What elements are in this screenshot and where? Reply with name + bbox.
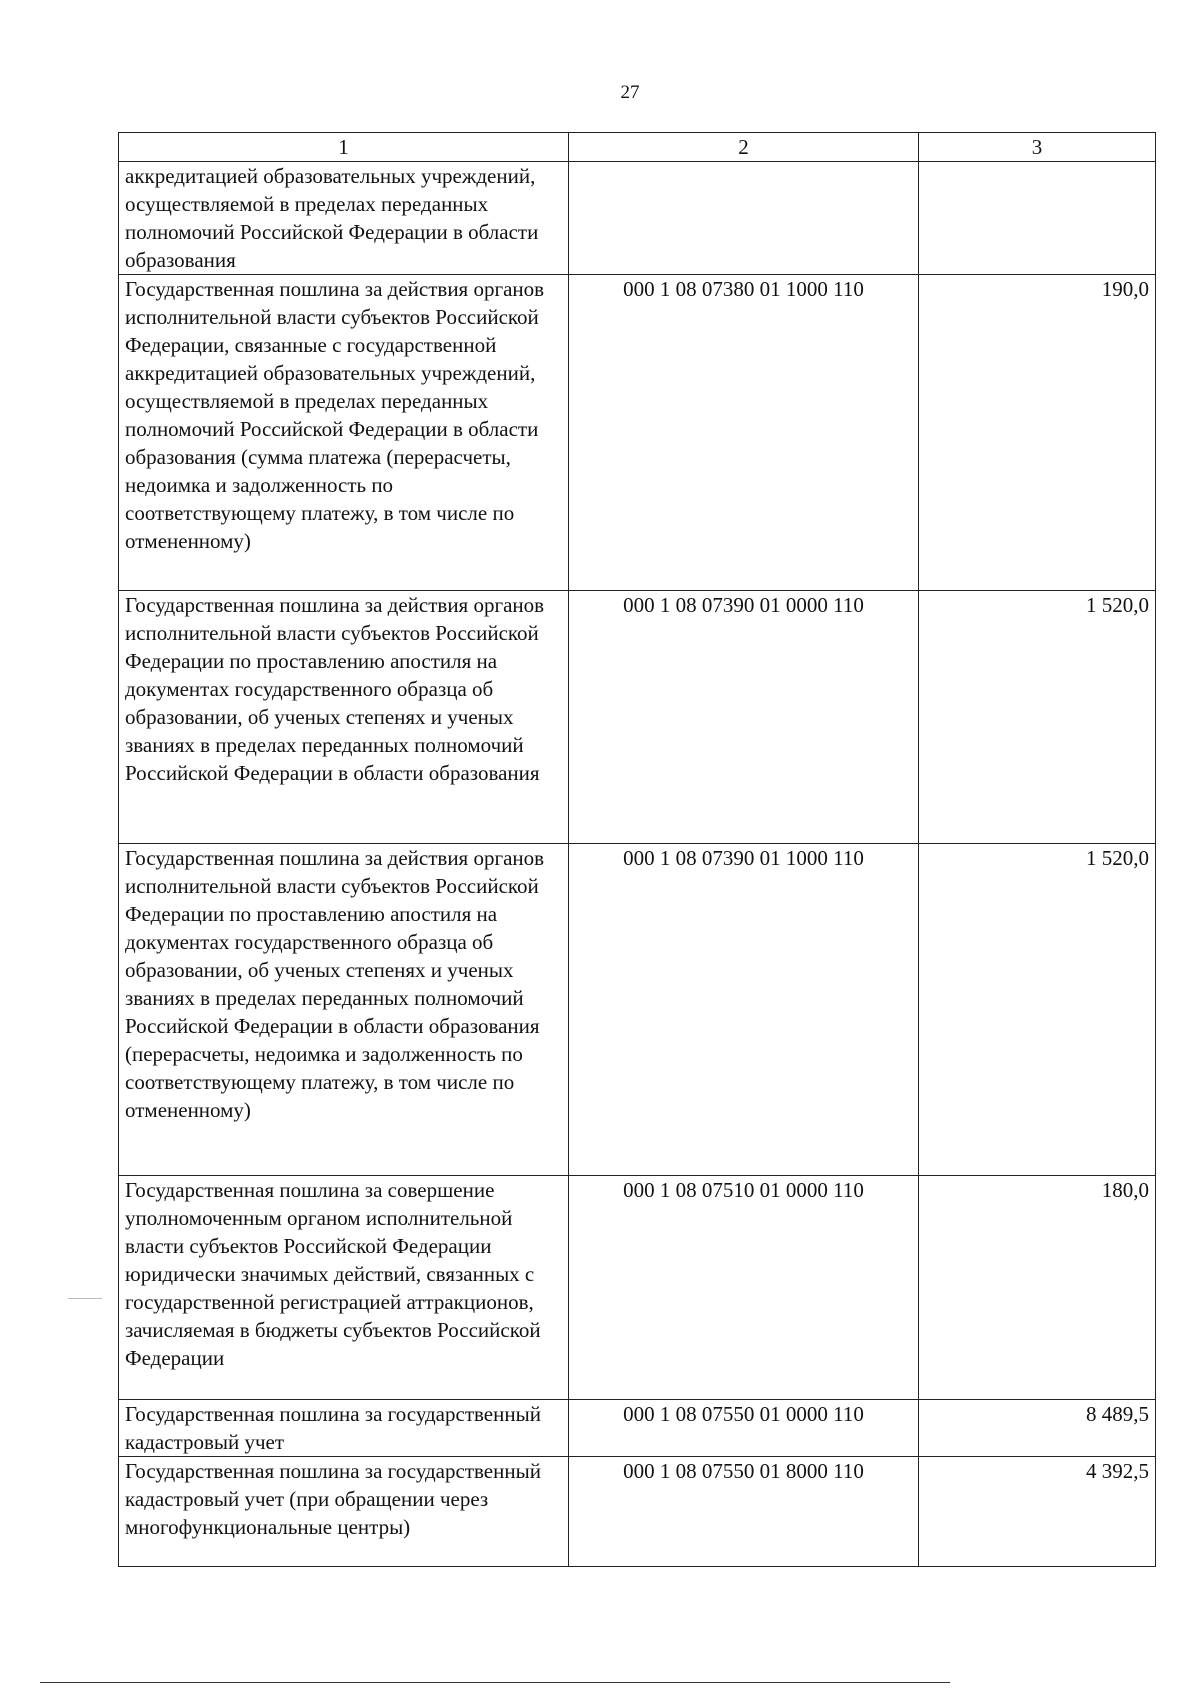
row-code: 000 1 08 07380 01 1000 110 [569,275,919,591]
row-description: Государственная пошлина за действия органов исполнительной власти субъектов Российской Федерации, связанные с государственной аккредитацией образовательных учреждений, осуществляемой в пределах переданных полномочий Российской Федерации в области образования (сумма платежа (перерасчеты, недоимка и задолженность по соответствующему платежу, в том числе по отмененному) [119,275,569,591]
table-row [119,1176,1156,1400]
revenue-table [118,132,1156,1567]
table-row [119,844,1156,1176]
footer-rule [40,1682,950,1683]
row-code: 000 1 08 07550 01 0000 110 [569,1400,919,1457]
row-description: аккредитацией образовательных учреждений, осуществляемой в пределах переданных полномочий Российской Федерации в области образования [119,162,569,275]
row-code: 000 1 08 07510 01 0000 110 [569,1176,919,1400]
row-description: Государственная пошлина за государственный кадастровый учет [119,1400,569,1457]
row-description: Государственная пошлина за государственный кадастровый учет (при обращении через многофункциональные центры) [119,1457,569,1567]
row-code [569,162,919,275]
table-row [119,162,1156,275]
column-header-2: 2 [569,133,919,162]
table-row [119,1400,1156,1457]
table-row [119,1457,1156,1567]
row-code: 000 1 08 07550 01 8000 110 [569,1457,919,1567]
row-code: 000 1 08 07390 01 0000 110 [569,591,919,844]
row-amount: 180,0 [919,1176,1156,1400]
row-amount: 1 520,0 [919,591,1156,844]
page-number: 27 [620,82,640,103]
table-row [119,275,1156,591]
margin-mark [68,1298,102,1299]
row-code: 000 1 08 07390 01 1000 110 [569,844,919,1176]
row-description: Государственная пошлина за действия органов исполнительной власти субъектов Российской Федерации по проставлению апостиля на документах государственного образца об образовании, об ученых степенях и ученых званиях в пределах переданных полномочий Российской Федерации в области образования [119,591,569,844]
row-amount: 190,0 [919,275,1156,591]
table-header-row [119,133,1156,162]
row-description: Государственная пошлина за действия органов исполнительной власти субъектов Российской Федерации по проставлению апостиля на документах государственного образца об образовании, об ученых степенях и ученых званиях в пределах переданных полномочий Российской Федерации в области образования (перерасчеты, недоимка и задолженность по соответствующему платежу, в том числе по отмененному) [119,844,569,1176]
row-description: Государственная пошлина за совершение уполномоченным органом исполнительной власти субъектов Российской Федерации юридически значимых действий, связанных с государственной регистрацией аттракционов, зачисляемая в бюджеты субъектов Российской Федерации [119,1176,569,1400]
column-header-3: 3 [919,133,1156,162]
column-header-1: 1 [119,133,569,162]
row-amount [919,162,1156,275]
row-amount: 4 392,5 [919,1457,1156,1567]
table-row [119,591,1156,844]
row-amount: 1 520,0 [919,844,1156,1176]
row-amount: 8 489,5 [919,1400,1156,1457]
